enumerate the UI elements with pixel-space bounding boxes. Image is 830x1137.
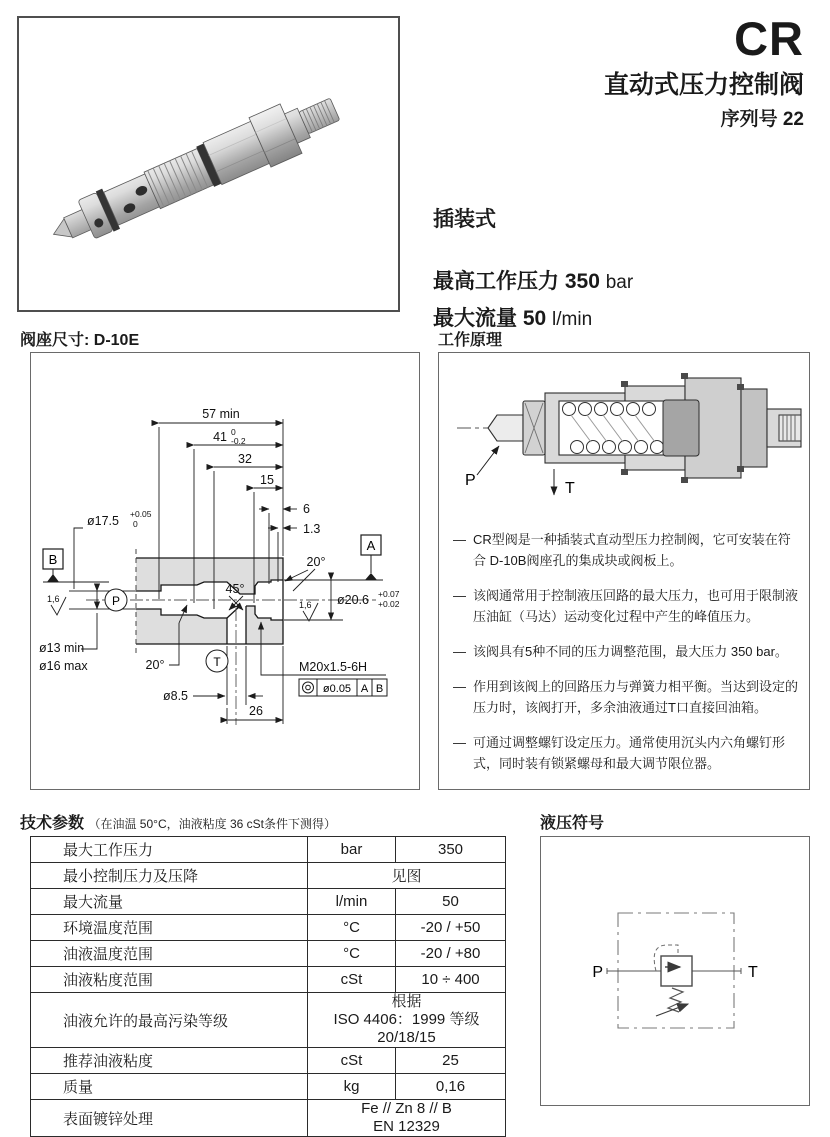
valve-cross-section — [439, 353, 807, 525]
param-value: 350 — [396, 837, 506, 863]
bullet-dash: — — [453, 532, 466, 547]
max-pressure-value: 350 — [564, 270, 600, 293]
datum-a-label: A — [366, 538, 376, 553]
bullet-item — [453, 585, 801, 627]
table-row — [31, 889, 506, 915]
dim-dia20-6-tol-lower: +0.02 — [378, 599, 400, 609]
param-label: 表面镀锌处理 — [31, 1100, 308, 1137]
max-pressure-line — [433, 267, 633, 297]
valve-body-photo — [43, 84, 346, 259]
tolerance-datum-b: B — [375, 683, 384, 695]
dim-32: 32 — [238, 452, 252, 466]
param-label: 质量 — [31, 1074, 308, 1100]
span-line-1: Fe // Zn 8 // B — [361, 1100, 452, 1117]
table-row — [31, 915, 506, 941]
table-row — [31, 1100, 506, 1137]
param-value: 25 — [396, 1048, 506, 1074]
param-unit: l/min — [308, 889, 396, 915]
tech-heading-row — [20, 810, 336, 833]
principle-bullets — [453, 529, 801, 788]
p-leader-arrow — [477, 446, 499, 475]
port-p-label: P — [111, 594, 121, 608]
dim-41-tol-lower: -0.2 — [231, 436, 246, 446]
dim-dia20-6-tol-upper: +0.07 — [378, 589, 400, 599]
max-flow-value: 50 — [522, 306, 547, 330]
dim-dia17-5-tol-upper: +0.05 — [130, 509, 152, 519]
tech-table — [30, 836, 506, 1137]
param-label: 最大工作压力 — [31, 837, 308, 863]
roughness-left: 1,6 — [47, 594, 60, 604]
bullet-dash: — — [453, 735, 466, 751]
param-label: 油液允许的最高污染等级 — [31, 993, 308, 1048]
cartridge-valve-photo — [19, 18, 394, 306]
dim-57min: 57 min — [202, 407, 240, 421]
param-value: -20 / +50 — [396, 915, 506, 941]
mount-type: 插装式 — [433, 208, 496, 231]
brand-header — [604, 14, 804, 131]
symbol-frame — [540, 836, 810, 1106]
param-span-value: 见图 — [308, 863, 506, 889]
datum-b-label: B — [48, 552, 58, 567]
dim-26: 26 — [249, 704, 263, 718]
dim-6: 6 — [303, 502, 310, 516]
bullet-item — [453, 529, 801, 571]
cavity-dimension-drawing — [31, 353, 417, 787]
param-label: 最大流量 — [31, 889, 308, 915]
table-row — [31, 1074, 506, 1100]
param-value: 50 — [396, 889, 506, 915]
bullet-item — [453, 641, 801, 662]
tech-note: （在油温 50°C，油液粘度 36 cSt条件下测得） — [88, 817, 336, 831]
bullet-dash: — — [453, 679, 466, 695]
max-pressure-label: 最高工作压力 — [433, 270, 559, 293]
bullet-text: 该阀具有5种不同的压力调整范围，最大压力 350 bar。 — [473, 644, 788, 660]
datum-b — [43, 549, 63, 582]
symbol-port-p: P — [592, 964, 603, 981]
bullet-dash: — — [453, 588, 466, 604]
port-t-label: T — [213, 655, 221, 669]
span-line-2: EN 12329 — [373, 1118, 440, 1135]
roughness-right: 1,6 — [299, 600, 312, 610]
param-label: 环境温度范围 — [31, 915, 308, 941]
table-row — [31, 941, 506, 967]
dim-dia13-min: ø13 min — [39, 641, 85, 655]
param-label: 推荐油液粘度 — [31, 1048, 308, 1074]
param-label: 最小控制压力及压降 — [31, 863, 308, 889]
bullet-text: 该阀通常用于控制液压回路的最大压力，也可用于限制液压油缸（马达）运动变化过程中产生的峰值压力。 — [473, 588, 799, 625]
param-unit: kg — [308, 1074, 396, 1100]
datum-a — [361, 535, 381, 580]
table-row — [31, 967, 506, 993]
principle-frame — [438, 352, 810, 790]
symbol-heading: 液压符号 — [540, 815, 605, 832]
angle-20-bottom: 20° — [145, 658, 165, 672]
hydraulic-symbol — [541, 837, 807, 1103]
dim-dia8-5: ø8.5 — [162, 689, 188, 703]
param-unit: °C — [308, 941, 396, 967]
dim-dia17-5: ø17.5 — [87, 514, 119, 528]
max-pressure-unit: bar — [605, 272, 634, 293]
span-line-1: 根据 — [391, 993, 422, 1010]
param-label: 油液粘度范围 — [31, 967, 308, 993]
product-photo-frame — [17, 16, 400, 312]
valve-square — [661, 956, 692, 986]
principle-heading: 工作原理 — [438, 332, 503, 349]
product-name: 直动式压力控制阀 — [603, 71, 804, 100]
table-row — [31, 837, 506, 863]
bullet-item — [453, 676, 801, 718]
table-row — [31, 863, 506, 889]
model-code: CR — [734, 12, 804, 65]
dim-41-tol-upper: 0 — [231, 427, 236, 437]
param-span-value — [308, 993, 506, 1048]
param-value: 10 ÷ 400 — [396, 967, 506, 993]
bullet-text: 作用到该阀上的回路压力与弹簧力相平衡。当达到设定的压力时，该阀打开，多余油液通过T口直接回油箱。 — [473, 679, 799, 716]
param-unit: bar — [308, 837, 396, 863]
dim-dia16-max: ø16 max — [39, 659, 88, 673]
max-flow-label: 最大流量 — [433, 306, 517, 330]
bullet-dash: — — [453, 644, 466, 660]
spring-seat-piston — [663, 400, 699, 456]
dim-1-3: 1.3 — [303, 522, 321, 536]
param-value: -20 / +80 — [396, 941, 506, 967]
thread-spec: M20x1.5-6H — [299, 660, 368, 674]
principle-port-t: T — [565, 480, 575, 497]
series-number: 序列号 22 — [720, 109, 804, 131]
table-row — [31, 993, 506, 1048]
param-unit: cSt — [308, 967, 396, 993]
dim-15: 15 — [260, 473, 274, 487]
tolerance-datum-a: A — [360, 683, 369, 695]
angle-45: 45° — [225, 582, 245, 596]
adjust-screw — [779, 415, 801, 441]
param-unit: °C — [308, 915, 396, 941]
tolerance-value: ø0.05 — [322, 683, 352, 695]
table-row — [31, 1048, 506, 1074]
principle-port-p: P — [465, 472, 476, 489]
param-value: 0,16 — [396, 1074, 506, 1100]
cavity-drawing-frame — [30, 352, 420, 790]
max-flow-unit: l/min — [552, 308, 593, 330]
param-unit: cSt — [308, 1048, 396, 1074]
dim-dia17-5-tol-lower: 0 — [133, 519, 138, 529]
span-line-2: ISO 4406：1999 等级 20/18/15 — [333, 1011, 480, 1046]
bullet-text: 可通过调整螺钉设定压力。通常使用沉头内六角螺钉形式，同时装有锁紧螺母和最大调节限位器。 — [473, 735, 786, 772]
intro-specs — [433, 203, 633, 334]
tech-heading: 技术参数 — [20, 815, 85, 832]
bullet-item — [453, 732, 801, 774]
bullet-text: CR型阀是一种插装式直动型压力控制阀，它可安装在符合 D-10B阀座孔的集成块或阀板上。 — [473, 532, 791, 569]
concentricity-tolerance-frame — [299, 679, 387, 696]
dim-41: 41 — [213, 430, 227, 444]
angle-20-top: 20° — [306, 555, 326, 569]
symbol-port-t: T — [748, 964, 758, 981]
param-span-value — [308, 1100, 506, 1137]
cavity-heading: 阀座尺寸: D-10E — [20, 332, 140, 349]
param-label: 油液温度范围 — [31, 941, 308, 967]
dim-dia20-6: ø20.6 — [337, 593, 369, 607]
